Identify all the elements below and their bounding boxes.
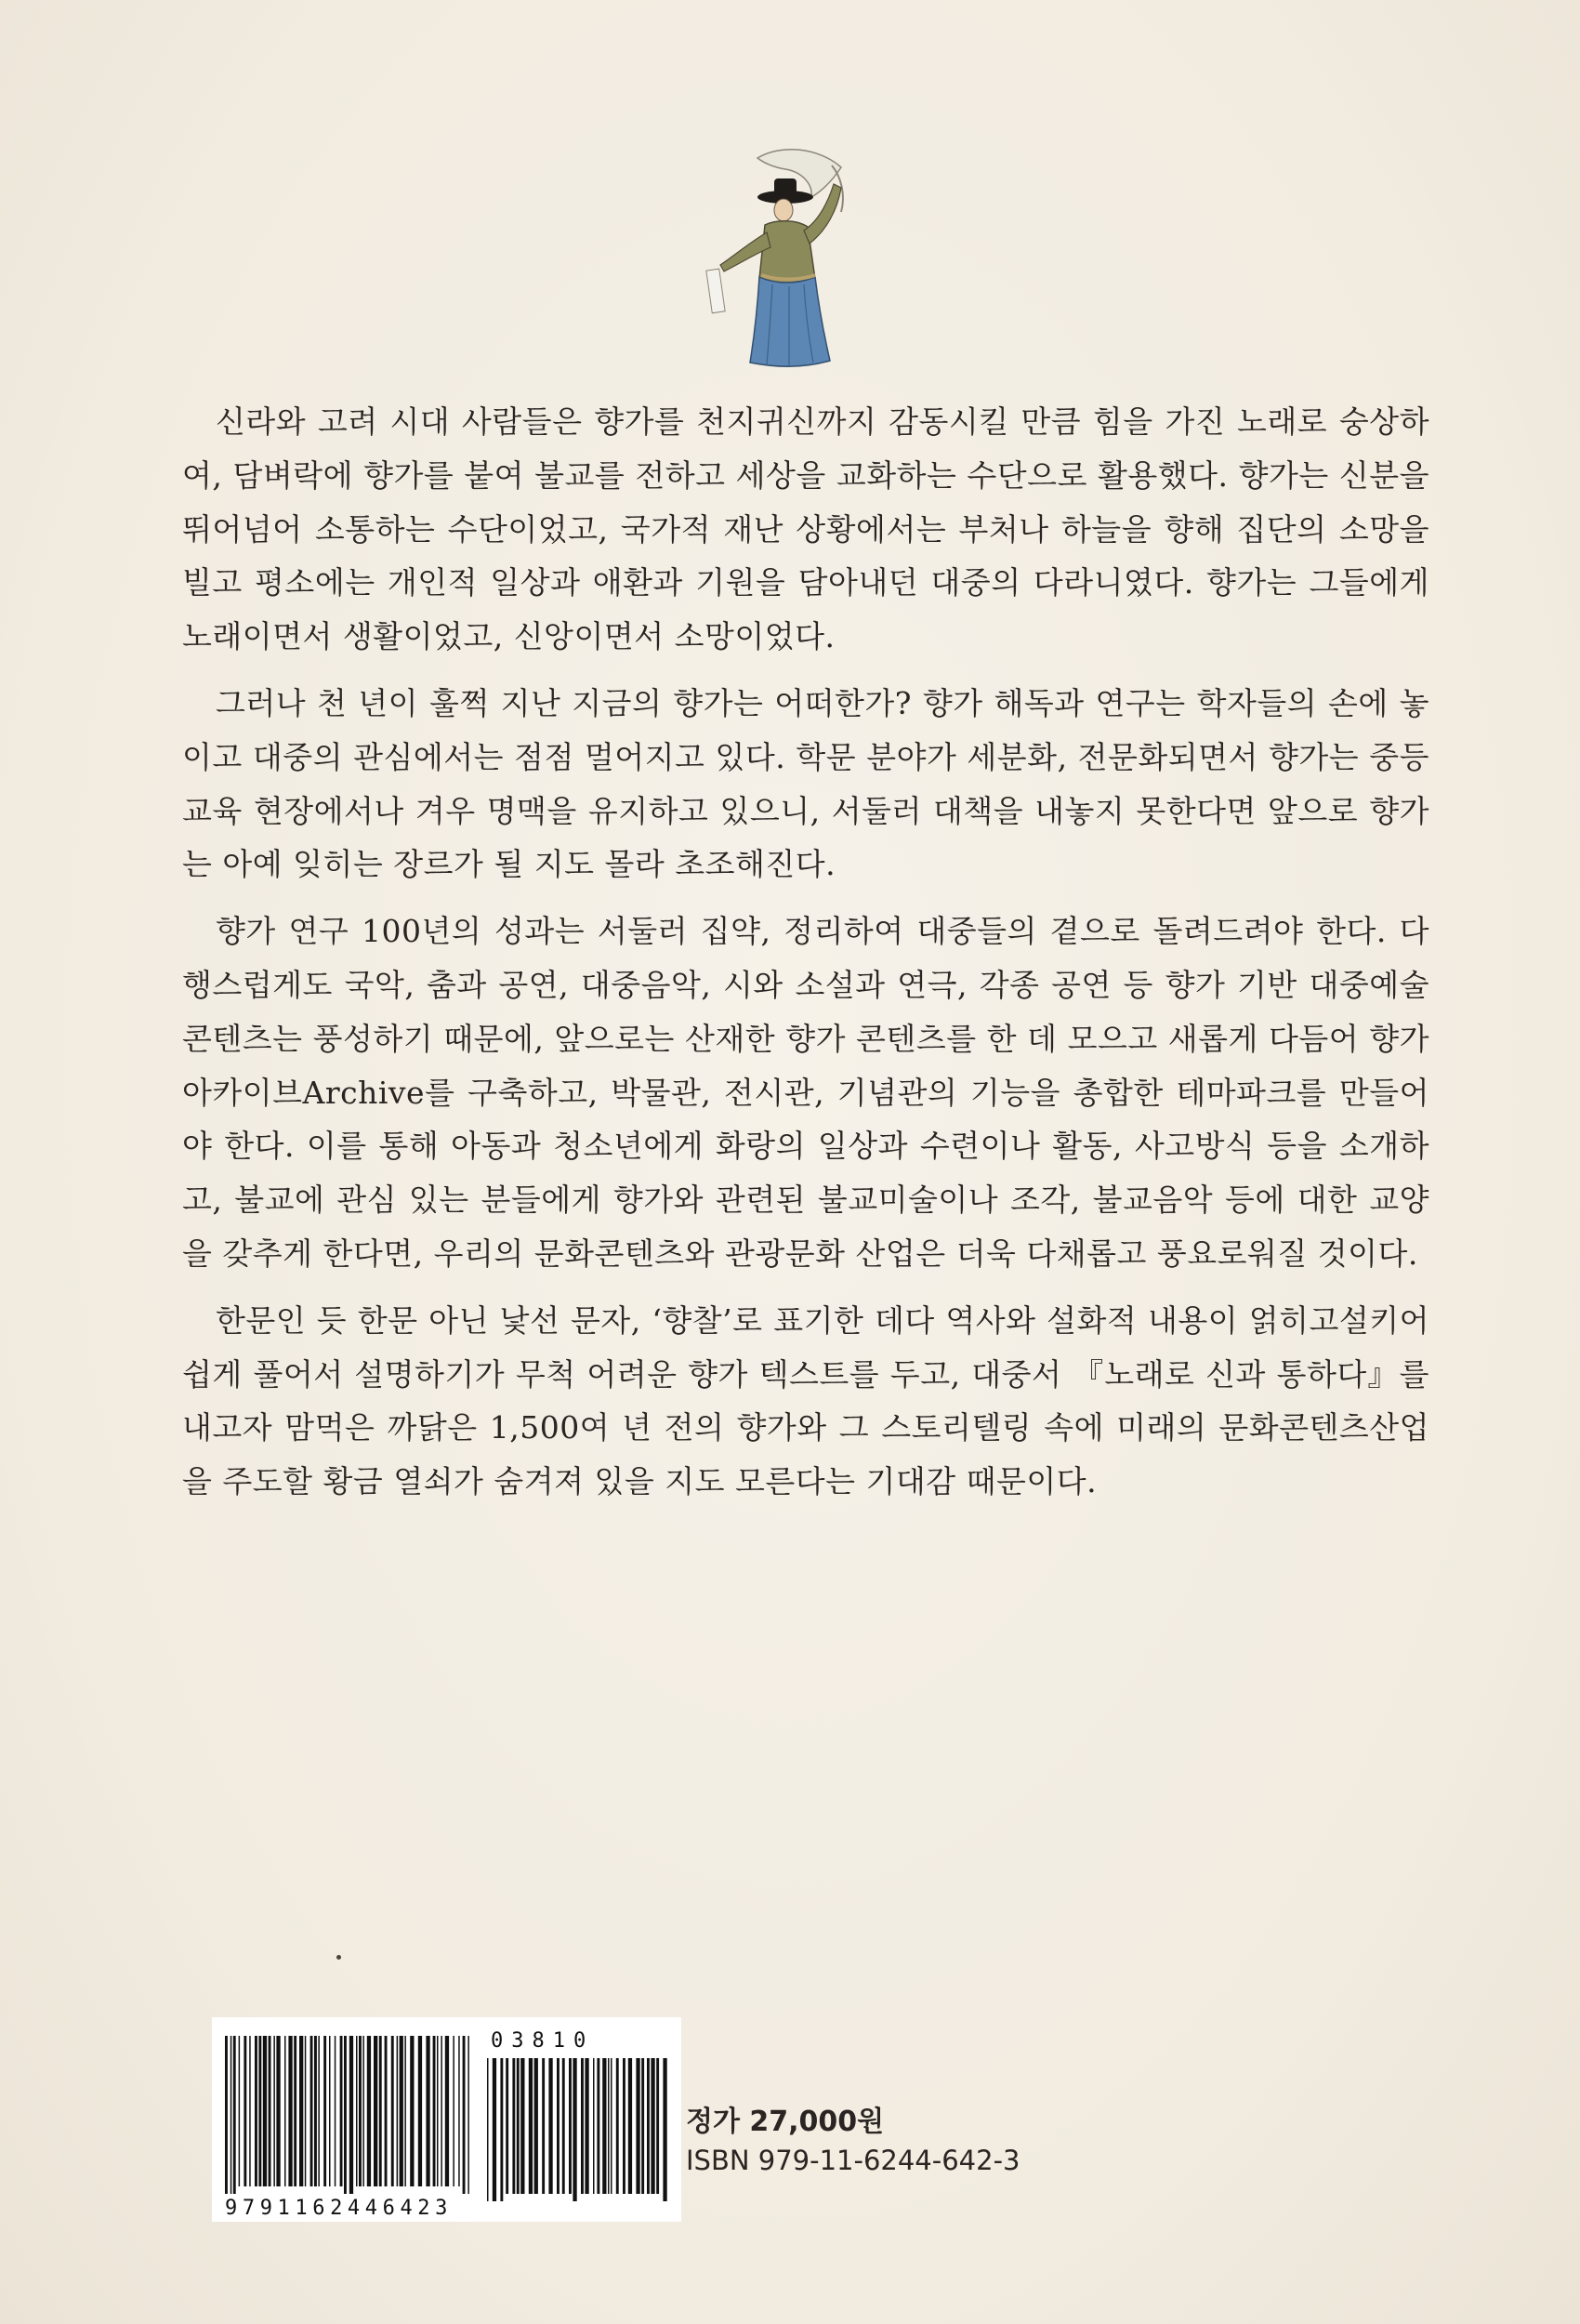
barcode-bar (458, 2036, 460, 2186)
barcode-bar (344, 2036, 347, 2194)
barcode-bar (323, 2036, 326, 2186)
barcode-bar (463, 2036, 466, 2194)
barcode-bar (329, 2036, 331, 2186)
barcode-bar (569, 2058, 572, 2194)
barcode-bar (529, 2058, 533, 2194)
barcode-bar (294, 2036, 296, 2186)
addon-digits: 03810 (491, 2029, 595, 2053)
barcode-bar (310, 2036, 313, 2186)
barcode-bar (663, 2058, 666, 2201)
paragraph-2: 그러나 천 년이 훌쩍 지난 지금의 향가는 어떠한가? 향가 해독과 연구는 학자들의 손에 놓이고 대중의 관심에서는 점점 멀어지고 있다. 학문 분야가 세분화, 전문화되면서 향가는 중등 교육 현장에서나 겨우 명맥을 유지하고 있으니, 서둘러 대책을 내놓지 못한다면 앞으로 향가는 아예 잊히는 장르가 될 지도 몰라 초조해진다. (182, 684, 1429, 883)
barcode-bar (233, 2036, 236, 2194)
isbn: ISBN 979-11-6244-642-3 (686, 2145, 1020, 2176)
barcode-bar (400, 2036, 403, 2186)
barcode-bar (426, 2036, 429, 2186)
barcode-bar (367, 2036, 371, 2186)
barcode-bar (359, 2036, 362, 2186)
barcode-bar (391, 2036, 394, 2186)
barcode-bar (299, 2036, 303, 2186)
barcode (212, 2017, 681, 2222)
addon-barcode-bars (487, 2058, 667, 2201)
barcode-bar (441, 2036, 442, 2186)
barcode-bar (255, 2036, 257, 2186)
barcode-bar (597, 2058, 599, 2194)
barcode-bar (548, 2058, 552, 2194)
paragraph-1: 신라와 고려 시대 사람들은 향가를 천지귀신까지 감동시킬 만큼 힘을 가진 노래로 숭상하여, 담벼락에 향가를 붙여 불교를 전하고 세상을 교화하는 수단으로 활용했다. 향가는 신분을 뛰어넘어 소통하는 수단이었고, 국가적 재난 상황에서는 부처나 하늘을 향해 집단의 소망을 빌고 평소에는 개인적 일상과 애환과 기원을 담아내던 대중의 다라니였다. 향가는 그들에게 노래이면서 생활이었고, 신앙이면서 소망이었다. (182, 403, 1429, 655)
barcode-bar (349, 2036, 353, 2194)
barcode-bar (573, 2058, 576, 2201)
barcode-bar (593, 2058, 595, 2194)
barcode-bar (273, 2036, 275, 2186)
main-barcode-bars (225, 2036, 469, 2194)
barcode-bar (445, 2036, 449, 2186)
barcode-bar (379, 2036, 382, 2186)
barcode-bar (623, 2058, 625, 2194)
barcode-bar (512, 2058, 515, 2194)
barcode-bar (520, 2058, 524, 2194)
dancer-illustration (692, 139, 888, 372)
barcode-bar (335, 2036, 336, 2186)
barcode-bar (493, 2058, 496, 2201)
barcode-box (212, 2017, 681, 2222)
barcode-bar (542, 2058, 545, 2194)
barcode-bar (602, 2058, 606, 2194)
barcode-bar (225, 2036, 228, 2194)
barcode-bar (397, 2036, 399, 2186)
barcode-bar (487, 2058, 489, 2201)
main-digits: 9791162446423 (225, 2197, 453, 2220)
barcode-bar (628, 2058, 632, 2194)
barcode-bar (656, 2058, 659, 2194)
paragraph-3: 향가 연구 100년의 성과는 서둘러 집약, 정리하여 대중들의 곁으로 돌려드려야 한다. 다행스럽게도 국악, 춤과 공연, 대중음악, 시와 소설과 연극, 각종 공연 등 향가 기반 대중예술 콘텐츠는 풍성하기 때문에, 앞으로는 산재한 향가 콘텐츠를 한 데 모으고 새롭게 다듬어 향가 아카이브Archive를 구축하고, 박물관, 전시관, 기념관의 기능을 총합한 테마파크를 만들어야 한다. 이를 통해 아동과 청소년에게 화랑의 일상과 수련이나 활동, 사고방식 등을 소개하고, 불교에 관심 있는 분들에게 향가와 관련된 불교미술이나 조각, 불교음악 등에 대한 교양을 갖추게 한다면, 우리의 문화콘텐츠와 관광문화 산업은 더욱 다채롭고 풍요로워질 것이다. (182, 913, 1429, 1272)
barcode-bar (314, 2036, 317, 2186)
barcode-bar (437, 2036, 439, 2186)
barcode-bar (404, 2036, 406, 2186)
decorative-dot (336, 1955, 341, 1960)
barcode-bar (362, 2036, 364, 2186)
barcode-bar (585, 2058, 588, 2194)
barcode-bar (534, 2058, 538, 2194)
barcode-bar (385, 2036, 388, 2186)
barcode-bar (374, 2036, 377, 2186)
body-text (182, 395, 1429, 1522)
barcode-bar (244, 2036, 246, 2186)
paragraph-4: 한문인 듯 한문 아닌 낯선 문자, ‘향찰’로 표기한 데다 역사와 설화적 내용이 얽히고설키어 쉽게 풀어서 설명하기가 무척 어려운 향가 텍스트를 두고, 대중서 『노래로 신과 통하다』를 내고자 맘먹은 까닭은 1,500여 년 전의 향가와 그 스토리텔링 속에 미래의 문화콘텐츠산업을 주도할 황금 열쇠가 숨겨져 있을 지도 모른다는 기대감 때문이다. (182, 1301, 1429, 1500)
barcode-bar (288, 2036, 292, 2186)
barcode-bar (453, 2036, 454, 2186)
barcode-bar (258, 2036, 261, 2186)
barcode-bar (467, 2036, 469, 2194)
barcode-bar (641, 2058, 644, 2194)
price: 정가 27,000원 (686, 2106, 885, 2138)
barcode-bar (581, 2058, 584, 2194)
barcode-bar (410, 2036, 414, 2186)
barcode-bar (616, 2058, 619, 2194)
barcode-bar (500, 2058, 503, 2201)
barcode-bar (611, 2058, 612, 2194)
barcode-bar (636, 2058, 639, 2194)
barcode-bar (647, 2058, 650, 2194)
barcode-bar (356, 2036, 358, 2186)
barcode-bar (506, 2058, 508, 2194)
barcode-bar (418, 2036, 422, 2186)
barcode-bar (608, 2058, 610, 2194)
barcode-bar (249, 2036, 251, 2186)
barcode-bar (276, 2036, 280, 2186)
barcode-bar (318, 2036, 320, 2186)
barcode-bar (239, 2036, 241, 2186)
barcode-bar (340, 2036, 343, 2186)
barcode-bar (284, 2036, 286, 2186)
barcode-bar (517, 2058, 520, 2194)
barcode-bar (305, 2036, 307, 2186)
barcode-bar (562, 2058, 565, 2194)
barcode-bar (433, 2036, 436, 2186)
barcode-bar (230, 2036, 232, 2194)
barcode-bar (269, 2036, 271, 2186)
barcode-bar (651, 2058, 654, 2194)
barcode-bar (263, 2036, 267, 2186)
barcode-bar (557, 2058, 560, 2194)
